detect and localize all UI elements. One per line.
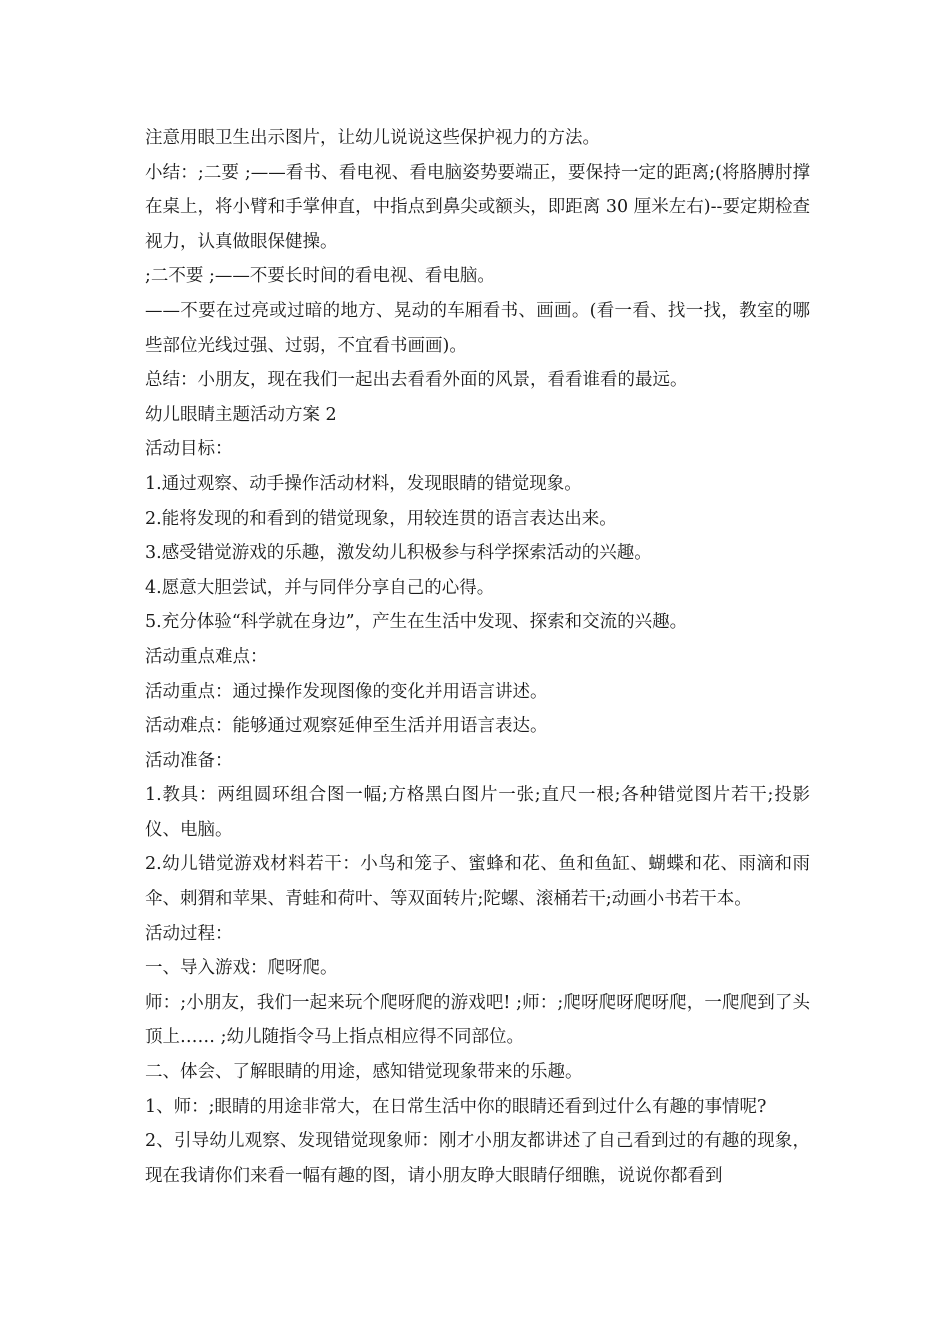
paragraph: ——不要在过亮或过暗的地方、晃动的车厢看书、画画。(看一看、找一找，教室的哪些部位光线过强、过弱，不宜看书画画)。 <box>145 300 810 356</box>
paragraph: 活动过程： <box>145 923 233 944</box>
paragraph: 活动重点难点： <box>145 646 268 667</box>
section-heading: 幼儿眼睛主题活动方案 2 <box>145 404 337 425</box>
paragraph: 2、引导幼儿观察、发现错觉现象师：刚才小朋友都讲述了自己看到过的有趣的现象，现在我请你们来看一幅有趣的图，请小朋友睁大眼睛仔细瞧，说说你都看到 <box>145 1131 810 1186</box>
paragraph: 活动准备： <box>145 750 233 771</box>
paragraph: 注意用眼卫生出示图片，让幼儿说说这些保护视力的方法。 <box>145 128 600 148</box>
paragraph: 活动难点：能够通过观察延伸至生活并用语言表达。 <box>145 716 548 737</box>
paragraph: 小结：;二要 ;——看书、看电视、看电脑姿势要端正，要保持一定的距离;(将胳膊肘撑在桌上，将小臂和手掌伸直，中指点到鼻尖或额头，即距离 30 厘米左右)--要定期检查视力，认真做眼保健操。 <box>145 162 810 252</box>
paragraph: 师：;小朋友，我们一起来玩个爬呀爬的游戏吧! ;师：;爬呀爬呀爬呀爬，一爬爬到了头顶上…… ;幼儿随指令马上指点相应得不同部位。 <box>145 992 810 1048</box>
paragraph: 二、体会、了解眼睛的用途，感知错觉现象带来的乐趣。 <box>145 1062 583 1083</box>
paragraph: 总结：小朋友，现在我们一起出去看看外面的风景，看看谁看的最远。 <box>145 370 688 391</box>
paragraph: 活动目标： <box>145 439 233 460</box>
list-item: 5.充分体验“科学就在身边”，产生在生活中发现、探索和交流的兴趣。 <box>145 612 688 633</box>
paragraph: ;二不要 ;——不要长时间的看电视、看电脑。 <box>145 266 495 287</box>
list-item: 1.通过观察、动手操作活动材料，发现眼睛的错觉现象。 <box>145 473 582 494</box>
list-item: 2.能将发现的和看到的错觉现象，用较连贯的语言表达出来。 <box>145 508 617 529</box>
list-item: 2.幼儿错觉游戏材料若干：小鸟和笼子、蜜蜂和花、鱼和鱼缸、蝴蝶和花、雨滴和雨伞、刺猬和苹果、青蛙和荷叶、等双面转片;陀螺、滚桶若干;动画小书若干本。 <box>145 854 810 910</box>
paragraph: 活动重点：通过操作发现图像的变化并用语言讲述。 <box>145 681 548 702</box>
list-item: 1.教具：两组圆环组合图一幅;方格黑白图片一张;直尺一根;各种错觉图片若干;投影仪、电脑。 <box>145 785 810 840</box>
document-body <box>145 121 810 1193</box>
paragraph: 1、师：;眼睛的用途非常大，在日常生活中你的眼睛还看到过什么有趣的事情呢? <box>145 1096 767 1117</box>
list-item: 3.感受错觉游戏的乐趣，激发幼儿积极参与科学探索活动的兴趣。 <box>145 543 652 564</box>
paragraph: 一、导入游戏：爬呀爬。 <box>145 958 338 979</box>
list-item: 4.愿意大胆尝试，并与同伴分享自己的心得。 <box>145 577 495 598</box>
